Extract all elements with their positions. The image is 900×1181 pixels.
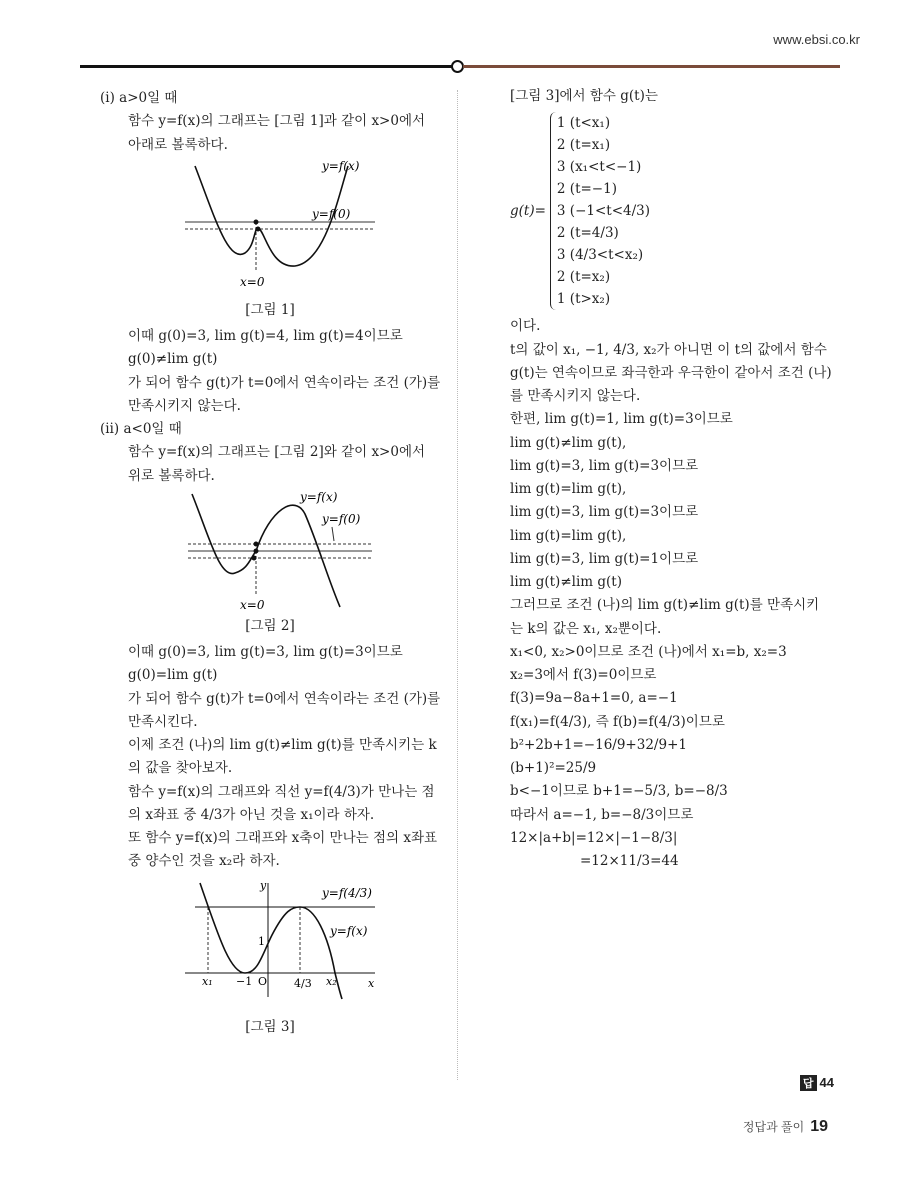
case2-line1: 함수 y=f(x)의 그래프는 [그림 2]와 같이 x>0에서 [128,444,426,461]
fig3-label-1: 1 [258,934,265,948]
fig3-label-43: 4/3 [294,976,312,990]
right-intro: [그림 3]에서 함수 g(t)는 [510,88,658,104]
fig3-label-x: x [368,976,375,990]
right-line: 따라서 a=−1, b=−8/3이므로 [510,806,694,823]
right-line: f(x₁)=f(4/3), 즉 f(b)=f(4/3)이므로 [510,713,725,730]
right-line: 그러므로 조건 (나)의 lim g(t)≠lim g(t)를 만족시키 [510,597,820,614]
case1-line2: 아래로 볼록하다. [128,136,228,153]
left-column [100,86,440,1043]
fig3-label-f: y=f(x) [330,923,368,938]
case2-line12: 중 양수인 것을 x₂라 하자. [128,853,280,870]
footer-label: 정답과 풀이 [742,1120,805,1134]
right-line: lim g(t)=3, lim g(t)=1이므로 [510,550,699,567]
piece-row: 2 (t=−1) [556,181,617,198]
right-line: x₁<0, x₂>0이므로 조건 (나)에서 x₁=b, x₂=3 [510,643,787,660]
piece-row: 3 (−1<t<4/3) [556,203,651,220]
answer-mark [800,1075,834,1091]
fig3-label-O: O [258,974,268,988]
fig2-label-f: y=f(x) [300,489,338,504]
answer-value: 44 [819,1075,834,1090]
right-line: 한편, lim g(t)=1, lim g(t)=3이므로 [510,411,733,428]
case2-title: (ⅱ) a<0일 때 [100,421,182,437]
figure-1 [100,158,440,298]
right-line: 는 k의 값은 x₁, x₂뿐이다. [510,620,662,637]
case2-line4: g(0)=lim g(t) [128,667,218,684]
right-column [510,86,840,874]
page-number: 19 [810,1118,828,1135]
piecewise-lhs: g(t)= [510,203,546,220]
case1-line1: 함수 y=f(x)의 그래프는 [그림 1]과 같이 x>0에서 [128,113,426,130]
right-line: g(t)는 연속이므로 좌극한과 우극한이 같아서 조건 (나) [510,364,832,381]
piecewise-g [510,112,840,310]
right-line: lim g(t)≠lim g(t) [510,574,622,590]
piece-row: 1 (t<x₁) [556,115,611,132]
fig1-label-f: y=f(x) [322,158,360,173]
piece-row: 2 (t=4/3) [556,225,619,242]
column-divider [457,90,458,1080]
fig1-label-x0: x=0 [240,274,265,289]
fig1-caption: [그림 1] [245,301,295,318]
site-url: www.ebsi.co.kr [773,32,860,47]
case1-line4: g(0)≠lim g(t) [128,351,218,368]
right-line: 를 만족시키지 않는다. [510,388,641,404]
right-line: x₂=3에서 f(3)=0이므로 [510,667,657,683]
case2-line3: 이때 g(0)=3, lim g(t)=3, lim g(t)=3이므로 [128,644,403,660]
fig3-label-x2: x₂ [326,974,337,988]
fig3-caption: [그림 3] [245,1018,295,1035]
fig2-label-x0: x=0 [240,597,265,612]
piece-row: 2 (t=x₂) [556,269,611,286]
case2-line6: 만족시킨다. [128,713,198,730]
right-line: lim g(t)≠lim g(t), [510,434,627,451]
figure-3 [100,875,440,1015]
right-line: 12×|a+b|=12×|−1−8/3| [510,829,678,846]
piece-row: 1 (t>x₂) [556,291,611,308]
fig2-label-f0: y=f(0) [322,511,361,526]
fig2-caption: [그림 2] [245,617,295,634]
fig3-label-y: y [260,878,267,892]
piece-row: 2 (t=x₁) [556,137,611,154]
case1-title: (ⅰ) a>0일 때 [100,90,178,106]
case2-line9: 함수 y=f(x)의 그래프와 직선 y=f(4/3)가 만나는 점 [128,783,435,800]
right-line: lim g(t)=3, lim g(t)=3이므로 [510,457,699,474]
right-line: lim g(t)=lim g(t), [510,527,627,544]
piece-row: 3 (4/3<t<x₂) [556,247,644,264]
case2-line2: 위로 볼록하다. [128,467,215,484]
case1-line6: 만족시키지 않는다. [128,397,241,414]
right-line: f(3)=9a−8a+1=0, a=−1 [510,690,678,707]
fig1-label-f0: y=f(0) [312,206,351,221]
right-line: =12×11/3=44 [580,853,679,869]
right-line: t의 값이 x₁, −1, 4/3, x₂가 아니면 이 t의 값에서 함수 [510,341,827,358]
case2-line5: 가 되어 함수 g(t)가 t=0에서 연속이라는 조건 (가)를 [128,690,441,707]
case2-line7: 이제 조건 (나)의 lim g(t)≠lim g(t)를 만족시키는 k [128,737,437,753]
right-line: (b+1)²=25/9 [510,760,597,776]
fig3-label-x1: x₁ [202,974,213,988]
case1-line3: 이때 g(0)=3, lim g(t)=4, lim g(t)=4이므로 [128,328,403,344]
piece-row: 3 (x₁<t<−1) [556,159,642,176]
fig3-label-f43: y=f(4/3) [322,885,372,900]
right-line: lim g(t)=lim g(t), [510,481,627,497]
fig3-label-m1: −1 [236,974,253,988]
case2-line10: 의 x좌표 중 4/3가 아닌 것을 x₁이라 하자. [128,806,375,823]
right-line: b<−1이므로 b+1=−5/3, b=−8/3 [510,783,728,800]
answer-badge: 답 [800,1075,817,1091]
right-line: b²+2b+1=−16/9+32/9+1 [510,736,687,753]
right-line: 이다. [510,318,541,335]
case2-line11: 또 함수 y=f(x)의 그래프와 x축이 만나는 점의 x좌표 [128,830,438,846]
piecewise-brace [550,112,650,310]
footer [743,1118,828,1136]
case2-line8: 의 값을 찾아보자. [128,760,233,777]
right-line: lim g(t)=3, lim g(t)=3이므로 [510,504,699,521]
header-rule [80,65,840,68]
case1-line5: 가 되어 함수 g(t)가 t=0에서 연속이라는 조건 (가)를 [128,374,441,391]
figure-2 [100,489,440,614]
